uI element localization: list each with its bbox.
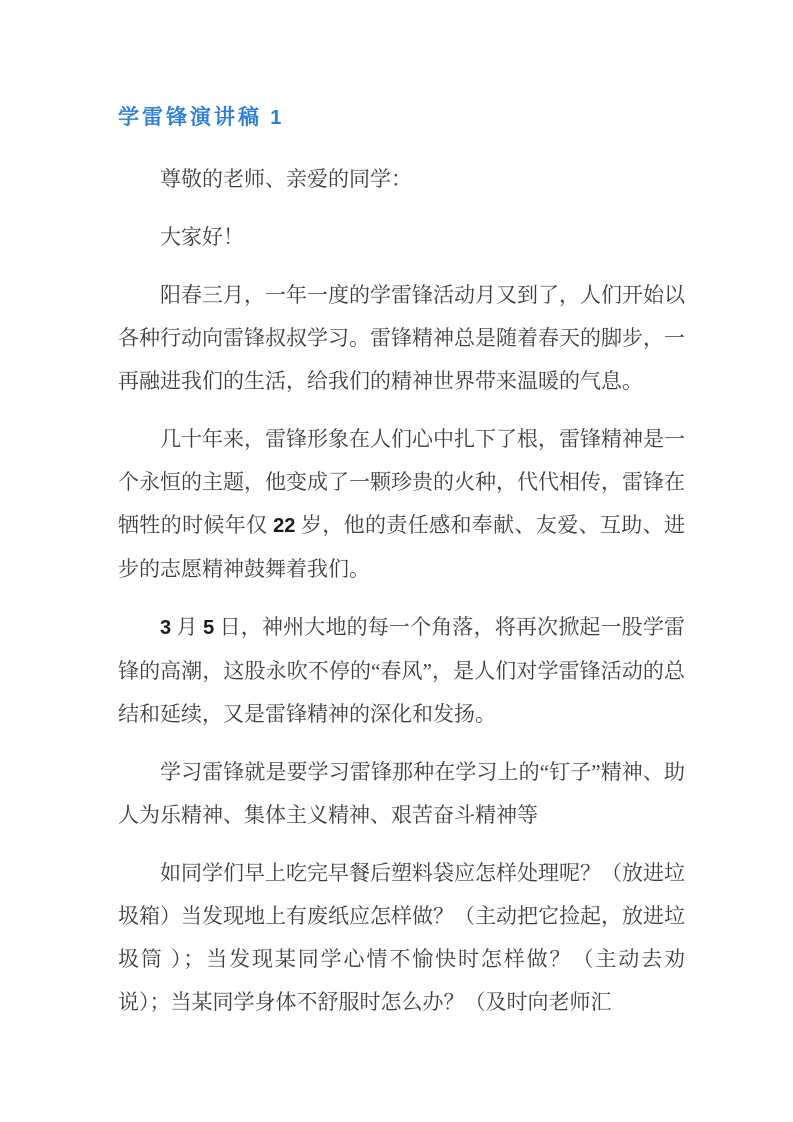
document-title-number: 1 [270,107,282,129]
text-run: 如同学们早上吃完早餐后塑料袋应怎样处理呢？（放进垃圾箱）当发现地上有废纸应怎样做？（主动把它捡起，放进垃圾筒 ）；当发现某同学心情不愉快时怎样做？（主动去劝说）；当某同学身体不舒服时怎么办？（及时向老师汇 [118,861,685,1014]
text-run: 尊敬的老师、亲爱的同学： [160,167,412,191]
text-run: 学习雷锋就是要学习雷锋那种在学习上的“钉子”精神、助人为乐精神、集体主义精神、艰苦奋斗精神等 [118,760,685,827]
document-title [118,104,685,131]
text-run: 大家好！ [160,225,244,249]
paragraph-examples [118,852,685,1024]
paragraph-salutation [118,158,685,201]
paragraph-march-fifth [118,606,685,736]
number-run: 22 [273,515,296,537]
paragraph-greeting [118,216,685,259]
paragraph-nail-spirit [118,751,685,837]
text-run: 岁，他的责任感和奉献、友爱、互助、进步的志愿精神鼓舞着我们。 [118,513,686,581]
number-run: 3 [160,617,172,639]
text-run: 阳春三月，一年一度的学雷锋活动月又到了，人们开始以各种行动向雷锋叔叔学习。雷锋精神总是随着春天的脚步，一再融进我们的生活，给我们的精神世界带来温暖的气息。 [118,283,685,393]
paragraph-leifeng-spirit [118,418,685,591]
text-run: 月 [171,615,204,639]
number-run: 5 [203,617,215,639]
paragraph-spring-march [118,274,685,403]
document-title-text: 学雷锋演讲稿 [118,105,271,129]
text-run: 几十年来，雷锋形象在人们心中扎下了根，雷锋精神是一个永恒的主题，他变成了一颗珍贵的火种，代代相传，雷锋在牺牲的时候年仅 [118,427,685,537]
text-run: 日，神州大地的每一个角落，将再次掀起一股学雷锋的高潮，这股永吹不停的“春风”，是人们对学雷锋活动的总结和延续，又是雷锋精神的深化和发扬。 [118,615,686,726]
document-content [118,104,685,1024]
